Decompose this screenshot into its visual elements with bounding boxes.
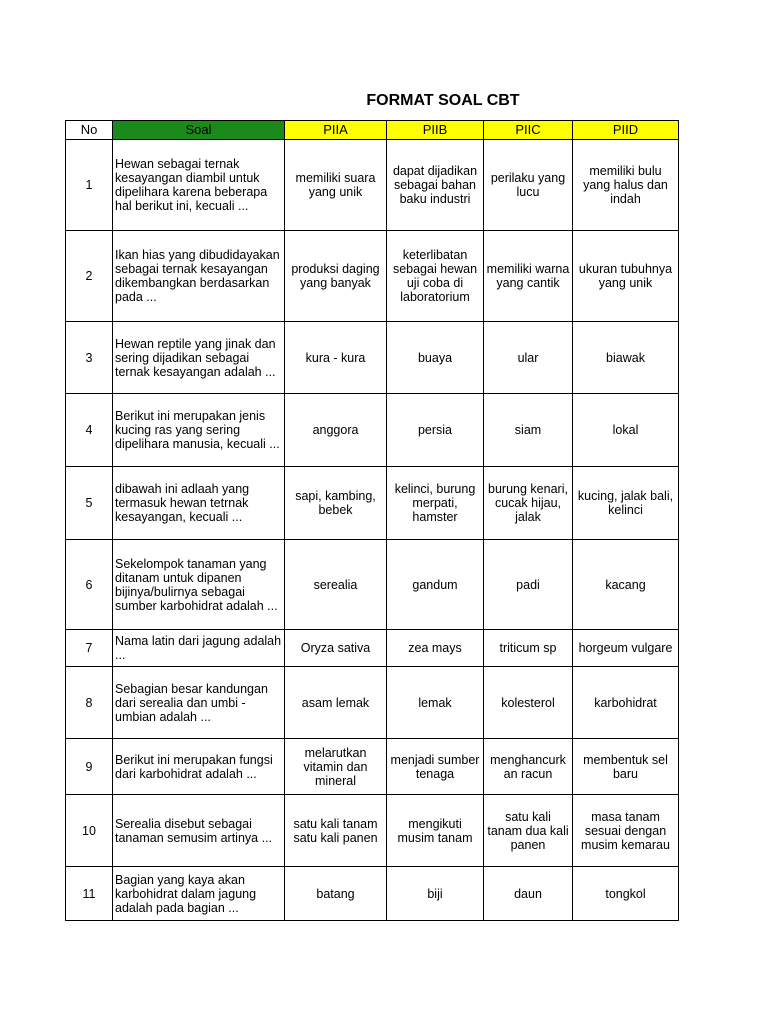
table-row xyxy=(66,231,679,322)
cell-option-b: zea mays xyxy=(387,630,484,667)
cell-no: 8 xyxy=(66,667,113,739)
header-no: No xyxy=(66,121,113,140)
cell-no: 5 xyxy=(66,467,113,540)
cell-question: Berikut ini merupakan jenis kucing ras yang sering dipelihara manusia, kecuali ... xyxy=(113,394,285,467)
cell-question: Berikut ini merupakan fungsi dari karbohidrat adalah ... xyxy=(113,739,285,795)
cell-no: 7 xyxy=(66,630,113,667)
cell-option-c: siam xyxy=(484,394,573,467)
document-title xyxy=(0,90,768,112)
cell-option-c: menghancurk an racun xyxy=(484,739,573,795)
cell-question: Hewan sebagai ternak kesayangan diambil untuk dipelihara karena beberapa hal berikut ini, kecuali ... xyxy=(113,140,285,231)
cell-question: Sebagian besar kandungan dari serealia dan umbi - umbian adalah ... xyxy=(113,667,285,739)
cell-no: 9 xyxy=(66,739,113,795)
cell-option-b: buaya xyxy=(387,322,484,394)
cell-option-d: tongkol xyxy=(573,867,679,921)
cell-option-c: padi xyxy=(484,540,573,630)
table-row xyxy=(66,739,679,795)
cell-option-a: kura - kura xyxy=(285,322,387,394)
cell-option-a: memiliki suara yang unik xyxy=(285,140,387,231)
cell-question: Ikan hias yang dibudidayakan sebagai ternak kesayangan dikembangkan berdasarkan pada ... xyxy=(113,231,285,322)
cell-option-a: sapi, kambing, bebek xyxy=(285,467,387,540)
cell-option-b: gandum xyxy=(387,540,484,630)
table-row xyxy=(66,667,679,739)
table-row xyxy=(66,795,679,867)
cell-option-a: melarutkan vitamin dan mineral xyxy=(285,739,387,795)
cell-option-c: triticum sp xyxy=(484,630,573,667)
cell-option-a: asam lemak xyxy=(285,667,387,739)
header-row xyxy=(66,121,679,140)
cell-option-c: ular xyxy=(484,322,573,394)
cell-option-c: memiliki warna yang cantik xyxy=(484,231,573,322)
header-soal: Soal xyxy=(113,121,285,140)
cell-option-d: karbohidrat xyxy=(573,667,679,739)
cell-no: 10 xyxy=(66,795,113,867)
title-text: FORMAT SOAL CBT xyxy=(366,92,520,109)
cell-option-c: kolesterol xyxy=(484,667,573,739)
header-option-a: PIIA xyxy=(285,121,387,140)
cell-option-c: satu kali tanam dua kali panen xyxy=(484,795,573,867)
table-row xyxy=(66,540,679,630)
cell-option-d: membentuk sel baru xyxy=(573,739,679,795)
cell-option-d: memiliki bulu yang halus dan indah xyxy=(573,140,679,231)
cell-option-b: lemak xyxy=(387,667,484,739)
cell-question: dibawah ini adlaah yang termasuk hewan tetrnak kesayangan, kecuali ... xyxy=(113,467,285,540)
cell-option-b: dapat dijadikan sebagai bahan baku industri xyxy=(387,140,484,231)
cell-option-d: kacang xyxy=(573,540,679,630)
cell-no: 1 xyxy=(66,140,113,231)
cell-option-b: persia xyxy=(387,394,484,467)
cell-option-c: burung kenari, cucak hijau, jalak xyxy=(484,467,573,540)
cell-option-b: mengikuti musim tanam xyxy=(387,795,484,867)
cell-option-a: serealia xyxy=(285,540,387,630)
cell-question: Serealia disebut sebagai tanaman semusim artinya ... xyxy=(113,795,285,867)
cell-option-b: kelinci, burung merpati, hamster xyxy=(387,467,484,540)
table-row xyxy=(66,467,679,540)
cell-option-a: Oryza sativa xyxy=(285,630,387,667)
cell-option-d: ukuran tubuhnya yang unik xyxy=(573,231,679,322)
cell-question: Nama latin dari jagung adalah ... xyxy=(113,630,285,667)
cell-option-d: masa tanam sesuai dengan musim kemarau xyxy=(573,795,679,867)
table-row xyxy=(66,630,679,667)
cell-question: Bagian yang kaya akan karbohidrat dalam jagung adalah pada bagian ... xyxy=(113,867,285,921)
cell-option-d: lokal xyxy=(573,394,679,467)
cell-option-b: biji xyxy=(387,867,484,921)
cell-option-a: produksi daging yang banyak xyxy=(285,231,387,322)
table-row xyxy=(66,867,679,921)
cell-option-d: kucing, jalak bali, kelinci xyxy=(573,467,679,540)
header-option-c: PIIC xyxy=(484,121,573,140)
cell-option-d: biawak xyxy=(573,322,679,394)
header-option-d: PIID xyxy=(573,121,679,140)
cell-option-a: batang xyxy=(285,867,387,921)
cell-option-c: perilaku yang lucu xyxy=(484,140,573,231)
cell-no: 11 xyxy=(66,867,113,921)
cell-option-a: satu kali tanam satu kali panen xyxy=(285,795,387,867)
table-row xyxy=(66,322,679,394)
cell-no: 2 xyxy=(66,231,113,322)
cell-option-b: keterlibatan sebagai hewan uji coba di laboratorium xyxy=(387,231,484,322)
cell-option-c: daun xyxy=(484,867,573,921)
cell-no: 3 xyxy=(66,322,113,394)
cell-no: 4 xyxy=(66,394,113,467)
cell-option-d: horgeum vulgare xyxy=(573,630,679,667)
header-option-b: PIIB xyxy=(387,121,484,140)
cell-option-b: menjadi sumber tenaga xyxy=(387,739,484,795)
cell-no: 6 xyxy=(66,540,113,630)
table-row xyxy=(66,394,679,467)
cell-question: Hewan reptile yang jinak dan sering dijadikan sebagai ternak kesayangan adalah ... xyxy=(113,322,285,394)
table-row xyxy=(66,140,679,231)
cell-question: Sekelompok tanaman yang ditanam untuk dipanen bijinya/bulirnya sebagai sumber karbohidrat adalah ... xyxy=(113,540,285,630)
cell-option-a: anggora xyxy=(285,394,387,467)
question-table xyxy=(65,120,679,921)
